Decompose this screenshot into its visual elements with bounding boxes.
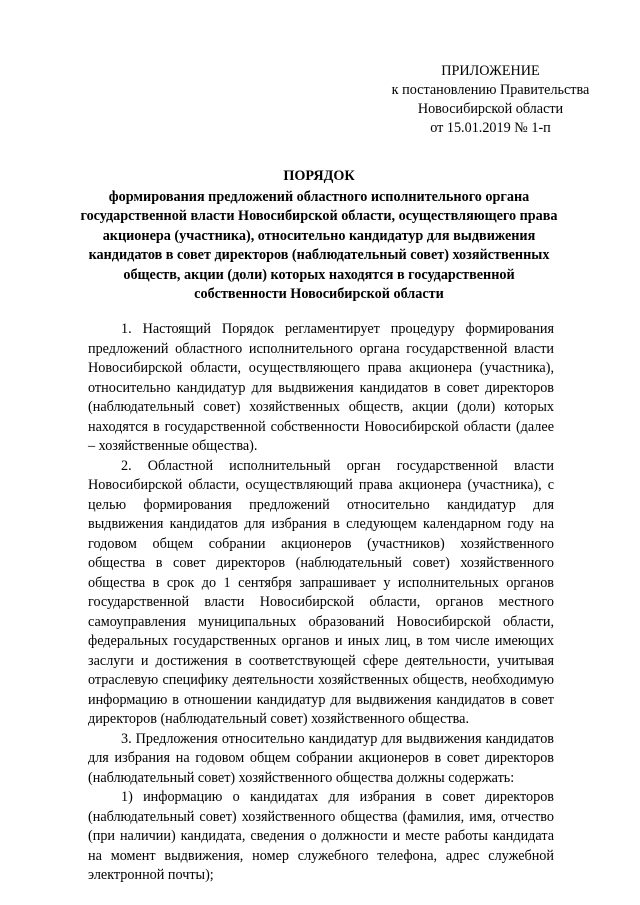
appendix-region-line: Новосибирской области xyxy=(417,101,564,117)
document-title xyxy=(80,167,558,305)
appendix-date-number: от 15.01.2019 № 1-п xyxy=(430,120,551,136)
paragraph-2: 2. Областной исполнительный орган государственной власти Новосибирской области, осуществляющий права акционера (участника), с целью формирования предложений относительно кандидатур для выдвижения кандидатов для избрания в следующем календарном году на годовом общем собрании акционеров (участников) хозяйственного общества в совет директоров (наблюдательный совет) хозяйственного общества в срок до 1 сентября запрашивает у исполнительных органов государственной власти Новосибирской области, органов местного самоуправления муниципальных образований Новосибирской области, федеральных государственных органов и иных лиц, в том числе имеющих заслуги и достижения в соответствующей сфере деятельности, учитывая отраслевую специфику деятельности хозяйственных обществ, необходимую информацию в отношении кандидатур для выдвижения кандидатов в совет директоров (наблюдательный совет) хозяйственного общества. xyxy=(88,457,554,727)
document-body xyxy=(88,320,554,886)
paragraph-3: 3. Предложения относительно кандидатур для выдвижения кандидатов для избрания на годовом общем собрании акционеров в совет директоров (наблюдательный совет) хозяйственного общества должны содержать: xyxy=(88,730,554,786)
paragraph-3-item-1: 1) информацию о кандидатах для избрания в совет директоров (наблюдательный совет) хозяйственного общества (фамилия, имя, отчество (при наличии) кандидата, сведения о должности и месте работы кандидата на момент выдвижения, номер служебного телефона, адрес служебной электронной почты); xyxy=(88,789,554,883)
appendix-label: ПРИЛОЖЕНИЕ xyxy=(441,63,540,79)
paragraph-1: 1. Настоящий Порядок регламентирует процедуру формирования предложений областного исполнительного органа государственной власти Новосибирской области, осуществляющего права акционера (участника), относительно кандидатур для выдвижения кандидатов в совет директоров (наблюдательный совет) хозяйственных обществ, акции (доли) которых находятся в государственной собственности Новосибирской области (далее – хозяйственные общества). xyxy=(88,321,554,454)
title-heading: ПОРЯДОК xyxy=(283,168,355,184)
appendix-header xyxy=(388,62,593,138)
title-subtitle: формирования предложений областного исполнительного органа государственной власти Новосибирской области, осуществляющего права акционера (участника), относительно кандидатур для выдвижения кандидатов в совет директоров (наблюдательный совет) хозяйственных обществ, акции (доли) которых находятся в государственной собственности Новосибирской области xyxy=(80,188,558,302)
appendix-decree-line: к постановлению Правительства xyxy=(391,82,590,98)
